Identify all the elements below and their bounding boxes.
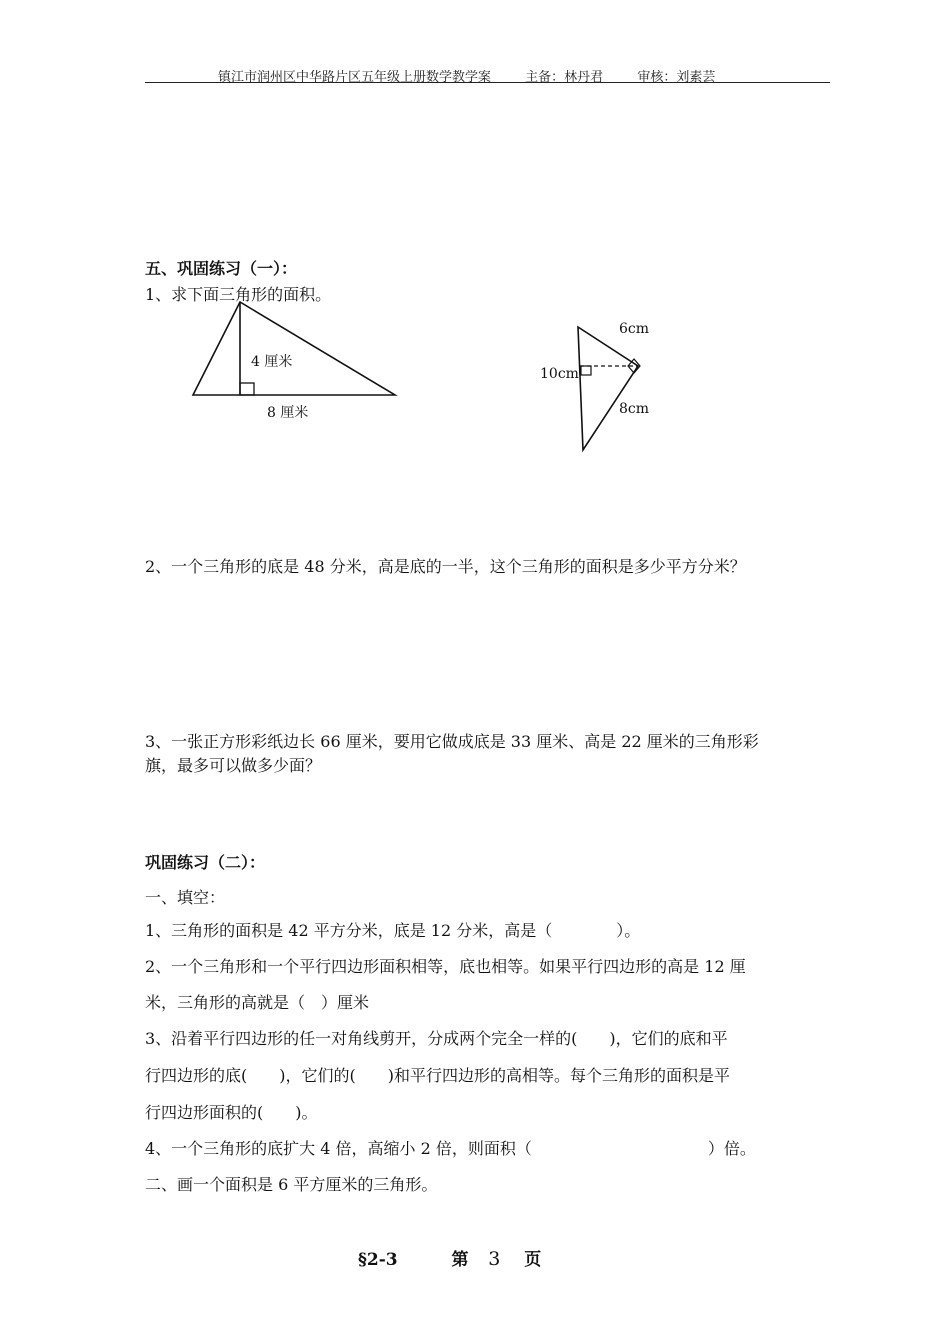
fill-in-3-line-1: 3、沿着平行四边形的任一对角线剪开，分成两个完全一样的( )，它们的底和平	[145, 1029, 728, 1048]
triangle-1-outline	[193, 302, 395, 395]
page-footer	[358, 1245, 541, 1270]
fill-in-2-line-2: 米，三角形的高就是（ ）厘米	[145, 993, 370, 1012]
footer-page-suffix: 页	[524, 1250, 542, 1270]
fill-in-4: 4、一个三角形的底扩大 4 倍，高缩小 2 倍，则面积（ ）倍。	[145, 1139, 756, 1158]
question-1: 1、求下面三角形的面积。	[145, 285, 332, 304]
question-3-line-1: 3、一张正方形彩纸边长 66 厘米，要用它做成底是 33 厘米、高是 22 厘米的三角形彩	[145, 732, 759, 751]
fill-in-2-line-1: 2、一个三角形和一个平行四边形面积相等，底也相等。如果平行四边形的高是 12 厘	[145, 957, 746, 976]
footer-page-number: 3	[488, 1248, 501, 1270]
fig1-height-label: 4 厘米	[251, 354, 293, 370]
question-3-line-2: 旗，最多可以做多少面？	[145, 756, 322, 775]
fig2-bottom-label: 8cm	[619, 401, 650, 417]
header-reviewer: 审核：刘素芸	[637, 70, 716, 85]
part-2-heading: 二、画一个面积是 6 平方厘米的三角形。	[145, 1175, 438, 1194]
fill-in-3-line-3: 行四边形面积的( )。	[145, 1103, 318, 1122]
fig2-left-label: 10cm	[540, 366, 579, 382]
fill-in-1: 1、三角形的面积是 42 平方分米，底是 12 分米，高是（ ）。	[145, 921, 641, 940]
header-author: 主备：林丹君	[525, 70, 604, 85]
footer-section: §2-3	[358, 1250, 398, 1270]
footer-page-prefix: 第	[451, 1250, 469, 1270]
section2-heading: 巩固练习（二）：	[145, 853, 266, 872]
fig1-base-label: 8 厘米	[267, 405, 309, 421]
part-1-heading: 一、填空：	[145, 888, 226, 907]
section1-heading: 五、巩固练习（一）：	[145, 259, 298, 278]
right-angle-marker-1	[240, 383, 254, 395]
right-angle-marker-2	[581, 366, 591, 375]
fill-in-3-line-2: 行四边形的底( )，它们的( )和平行四边形的高相等。每个三角形的面积是平	[145, 1066, 730, 1085]
question-2: 2、一个三角形的底是 48 分米，高是底的一半，这个三角形的面积是多少平方分米？	[145, 557, 746, 576]
fig2-top-label: 6cm	[619, 321, 650, 337]
header-title: 镇江市润州区中华路片区五年级上册数学教学案	[218, 70, 492, 85]
triangle-2-outline	[578, 327, 638, 450]
